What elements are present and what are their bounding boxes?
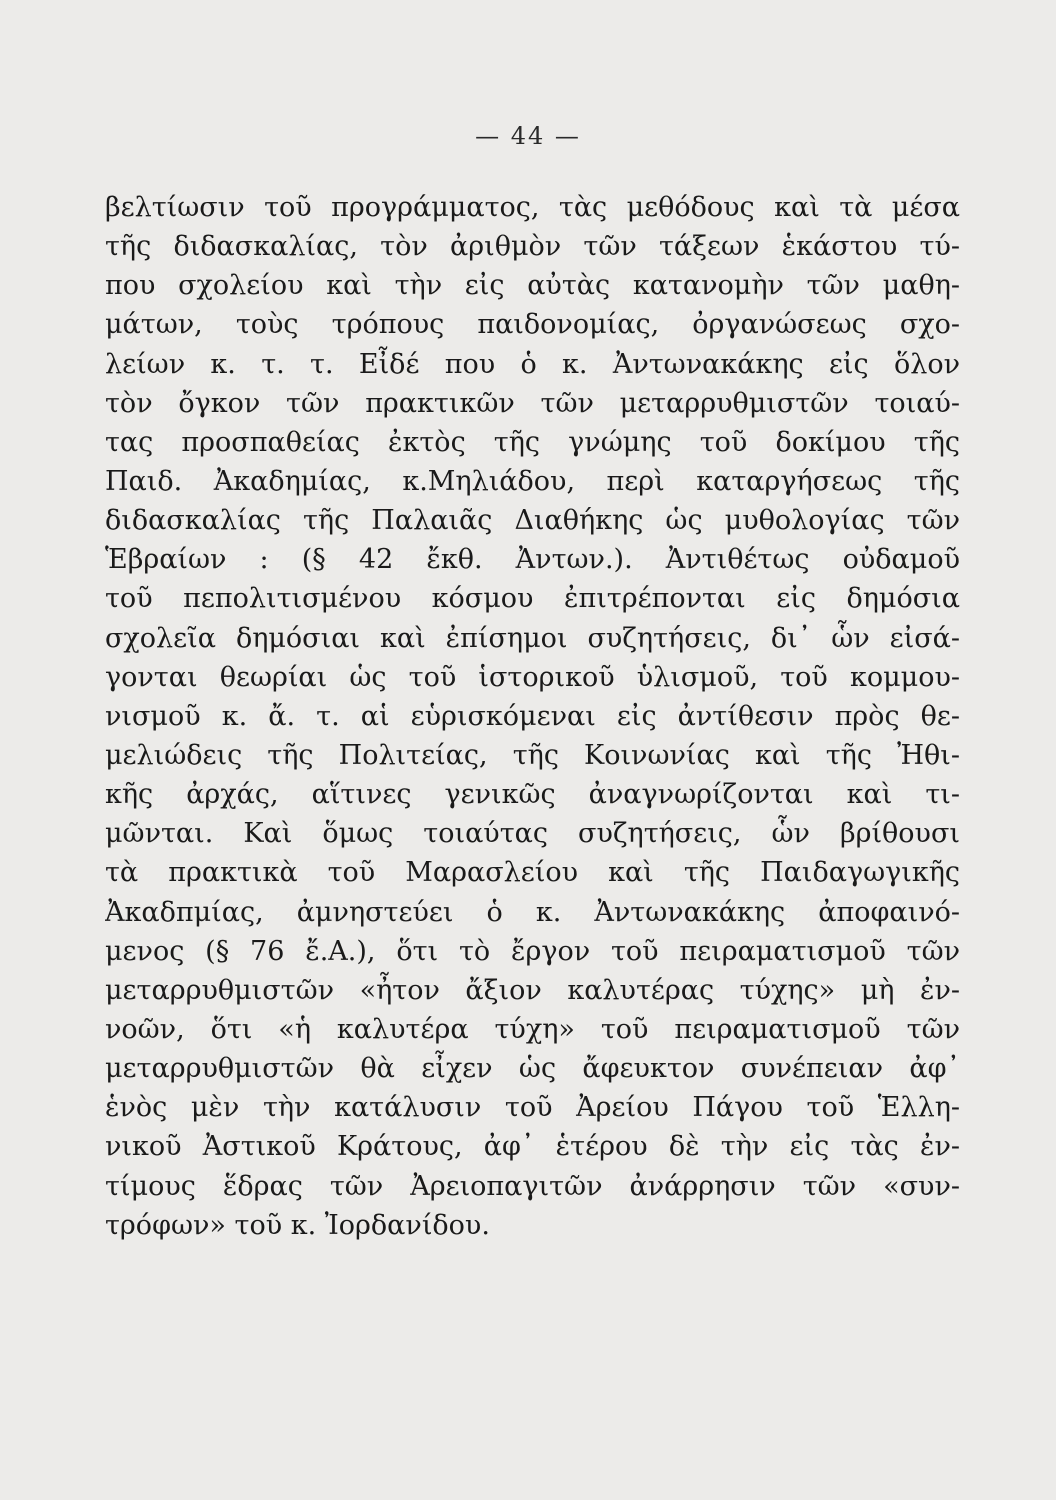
body-text bbox=[105, 188, 960, 1245]
text-line: Παιδ. Ἀκαδημίας, κ.Μηλιάδου, περὶ καταργήσεως τῆς bbox=[105, 465, 960, 497]
text-line: μάτων, τοὺς τρόπους παιδονομίας, ὀργανώσεως σχο- bbox=[105, 309, 960, 341]
text-line: διδασκαλίας τῆς Παλαιᾶς Διαθήκης ὡς μυθολογίας τῶν bbox=[105, 505, 960, 537]
text-line: τας προσπαθείας ἐκτὸς τῆς γνώμης τοῦ δοκίμου τῆς bbox=[105, 426, 960, 458]
page-number: — 44 — bbox=[475, 122, 581, 150]
text-line: μενος (§ 76 ἔ.Α.), ὅτι τὸ ἔργον τοῦ πειραματισμοῦ τῶν bbox=[105, 935, 960, 967]
text-line: λείων κ. τ. τ. Εἶδέ που ὁ κ. Ἀντωνακάκης εἰς ὅλον bbox=[105, 348, 960, 380]
text-line: Ἀκαδπμίας, ἀμνηστεύει ὁ κ. Ἀντωνακάκης ἀποφαινό- bbox=[105, 896, 960, 928]
text-line: που σχολείου καὶ τὴν εἰς αὐτὰς κατανομὴν τῶν μαθη- bbox=[105, 270, 960, 302]
text-line: μῶνται. Καὶ ὅμως τοιαύτας συζητήσεις, ὧν βρίθουσι bbox=[105, 818, 960, 850]
text-line: τοῦ πεπολιτισμένου κόσμου ἐπιτρέπονται εἰς δημόσια bbox=[105, 583, 960, 615]
text-line: τῆς διδασκαλίας, τὸν ἀριθμὸν τῶν τάξεων ἑκάστου τύ- bbox=[105, 231, 960, 263]
text-line: τίμους ἕδρας τῶν Ἀρειοπαγιτῶν ἀνάρρησιν τῶν «συν- bbox=[105, 1170, 960, 1202]
text-line: σχολεῖα δημόσιαι καὶ ἐπίσημοι συζητήσεις, δι᾿ ὧν εἰσά- bbox=[105, 622, 960, 654]
text-line: βελτίωσιν τοῦ προγράμματος, τὰς μεθόδους καὶ τὰ μέσα bbox=[105, 192, 960, 223]
text-line: μελιώδεις τῆς Πολιτείας, τῆς Κοινωνίας καὶ τῆς Ἠθι- bbox=[105, 739, 960, 771]
text-line: τὰ πρακτικὰ τοῦ Μαρασλείου καὶ τῆς Παιδαγωγικῆς bbox=[105, 857, 960, 889]
text-line: μεταρρυθμιστῶν θὰ εἶχεν ὡς ἄφευκτον συνέπειαν ἀφ᾿ bbox=[105, 1053, 960, 1085]
text-line: τρόφων» τοῦ κ. Ἰορδανίδου. bbox=[105, 1209, 490, 1241]
text-line: μεταρρυθμιστῶν «ἦτον ἄξιον καλυτέρας τύχης» μὴ ἐν- bbox=[105, 974, 960, 1006]
text-line: νισμοῦ κ. ἄ. τ. αἱ εὑρισκόμεναι εἰς ἀντίθεσιν πρὸς θε- bbox=[105, 700, 960, 732]
text-line: κῆς ἀρχάς, αἵτινες γενικῶς ἀναγνωρίζονται καὶ τι- bbox=[105, 779, 960, 811]
text-line: νικοῦ Ἀστικοῦ Κράτους, ἀφ᾿ ἑτέρου δὲ τὴν εἰς τὰς ἐν- bbox=[105, 1131, 960, 1163]
text-line: ἑνὸς μὲν τὴν κατάλυσιν τοῦ Ἀρείου Πάγου τοῦ Ἑλλη- bbox=[105, 1092, 960, 1124]
text-line: τὸν ὄγκον τῶν πρακτικῶν τῶν μεταρρυθμιστῶν τοιαύ- bbox=[105, 387, 960, 419]
text-line: Ἑβραίων : (§ 42 ἔκθ. Ἀντων.). Ἀντιθέτως οὐδαμοῦ bbox=[105, 544, 960, 576]
text-line: γονται θεωρίαι ὡς τοῦ ἱστορικοῦ ὑλισμοῦ, τοῦ κομμου- bbox=[105, 661, 960, 693]
text-line: νοῶν, ὅτι «ἡ καλυτέρα τύχη» τοῦ πειραματισμοῦ τῶν bbox=[105, 1013, 960, 1045]
